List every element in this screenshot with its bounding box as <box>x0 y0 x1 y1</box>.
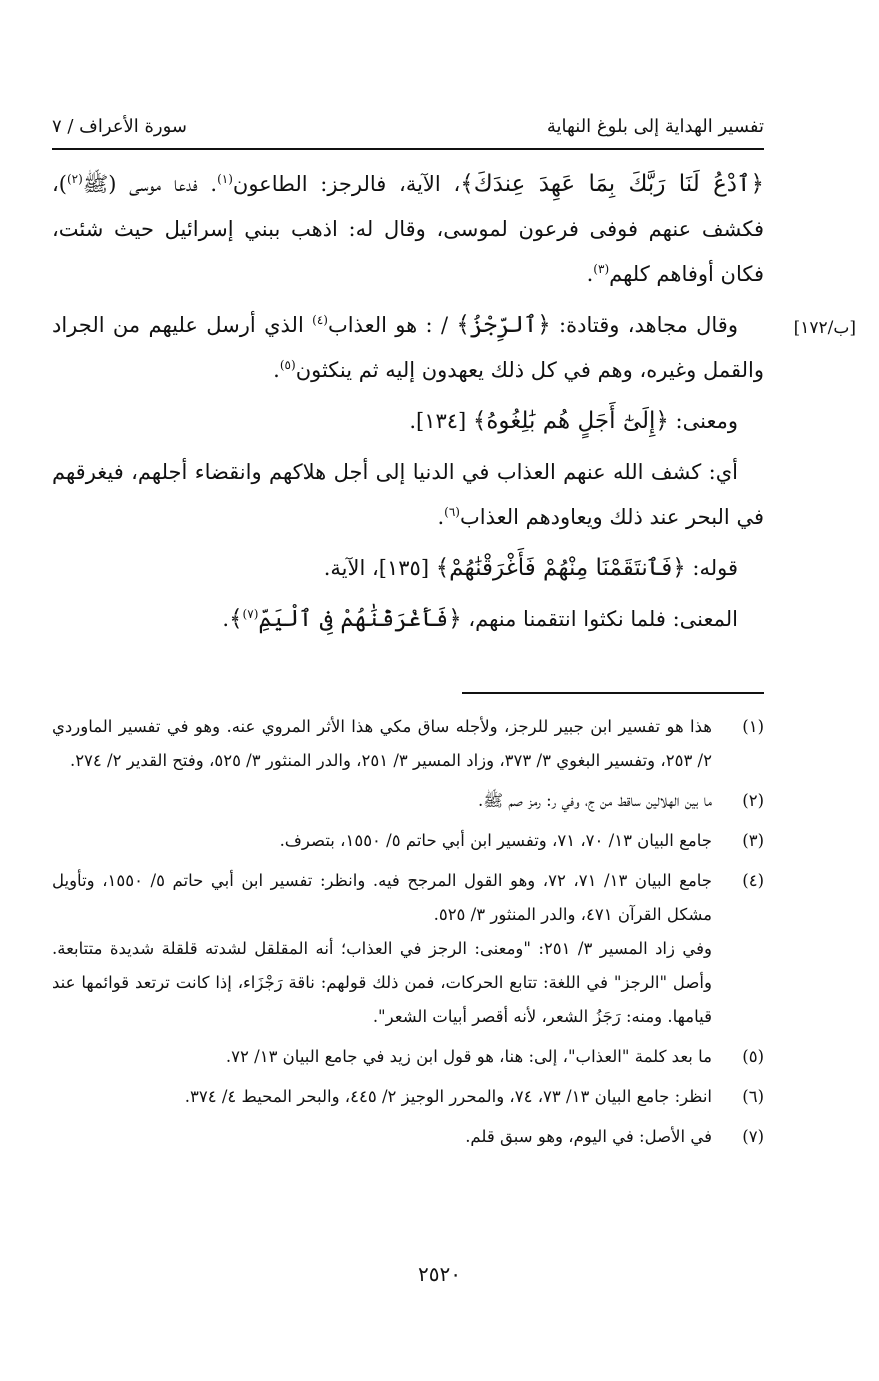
text-run: ومعنى: <box>668 409 738 433</box>
footnote-5 <box>52 1040 764 1074</box>
text-run: أي: كشف الله عنهم العذاب في الدنيا إلى أجل هلاكهم وانقضاء أجلهم، فيغرقهم في البحر عند ذلك ويعاودهم العذاب <box>52 460 764 529</box>
page-number: ٢٥٢٠ <box>418 1262 461 1286</box>
footnote-text: ما بعد كلمة "العذاب"، إلى: هنا، هو قول ابن زيد في جامع البيان ١٣/ ٧٢. <box>225 1047 712 1066</box>
footnote-number: (٢) <box>742 791 764 810</box>
book-title: تفسير الهداية إلى بلوغ النهاية <box>546 115 764 137</box>
text-run: . <box>222 607 230 631</box>
footnote-ref[interactable]: (٧) <box>242 607 259 621</box>
quran-verse: ﴿فَٱنتَقَمْنَا مِنْهُمْ فَأَغْرَقْنَٰهُمْ﴾ <box>435 555 686 581</box>
footnote-text: في الأصل: في اليوم، وهو سبق قلم. <box>465 1127 712 1146</box>
header-rule <box>52 148 764 150</box>
text-run: . <box>437 505 445 529</box>
footnotes <box>52 710 764 1154</box>
footnote-text: انظر: جامع البيان ١٣/ ٧٣، ٧٤، والمحرر الوجيز ٢/ ٤٤٥، والبحر المحيط ٤/ ٣٧٤. <box>184 1087 712 1106</box>
footnote-ref[interactable]: (٣) <box>593 262 610 276</box>
quran-verse: ﴿ٱلرِّجْزُ﴾ <box>456 312 551 338</box>
quran-verse: ﴿فَأَغْرَقْنَٰهُمْ فِى ٱلْيَمِّ <box>258 606 462 632</box>
manuscript-folio-marker: [ب/١٧٢] <box>793 318 856 338</box>
footnote-number: (٦) <box>742 1087 764 1106</box>
footnote-number: (٣) <box>742 831 764 850</box>
text-run: )، فكشف عنهم فوفى فرعون لموسى، وقال له: اذهب ببني إسرائيل حيث شئت، فكان أوفاهم كلهم <box>52 172 764 286</box>
paragraph-6 <box>52 597 764 642</box>
footnote-1 <box>52 710 764 778</box>
footnote-number: (٤) <box>742 871 764 890</box>
text-run: الذي أرسل عليهم من الجراد والقمل وغيره، وهم في كل ذلك يعهدون إليه ثم ينكثون <box>52 313 764 382</box>
text-run: . <box>586 262 594 286</box>
footnote-ref[interactable]: (١) <box>217 172 233 186</box>
paragraph-1 <box>52 162 764 297</box>
paragraph-5 <box>52 546 764 591</box>
footnote-text: جامع البيان ١٣/ ٧٠، ٧١، وتفسير ابن أبي حاتم ٥/ ١٥٥٠، بتصرف. <box>279 831 712 850</box>
surah-title: سورة الأعراف / ٧ <box>52 115 188 137</box>
footnote-text: جامع البيان ١٣/ ٧١، ٧٢، وهو القول المرجح فيه. وانظر: تفسير ابن أبي حاتم ٥/ ١٥٥٠، وتأويل مشكل القرآن ٤٧١، والدر المنثور ٣/ ٥٢٥. <box>52 871 713 924</box>
text-run: / : هو العذاب <box>327 313 457 337</box>
footnote-6 <box>52 1080 764 1114</box>
footnote-separator <box>462 692 764 694</box>
quran-verse: ﴿إِلَىٰٓ أَجَلٍ هُم بَٰلِغُوهُ﴾ <box>472 408 669 434</box>
footnote-7 <box>52 1120 764 1154</box>
quran-verse-end: ﴾ <box>229 606 243 632</box>
footnote-number: (٧) <box>742 1127 764 1146</box>
footnote-3 <box>52 824 764 858</box>
paragraph-2 <box>52 303 764 393</box>
text-run: وقال مجاهد، وقتادة: <box>550 313 738 337</box>
paragraph-3 <box>52 399 764 444</box>
text-run: . فدعا موسى ( <box>108 172 218 196</box>
footnote-4 <box>52 864 764 1034</box>
paragraph-4 <box>52 450 764 540</box>
footnote-2 <box>52 784 764 818</box>
footnote-ref[interactable]: (٥) <box>279 358 296 372</box>
footnote-ref[interactable]: (٤) <box>312 313 328 327</box>
text-run: . <box>273 358 280 382</box>
text-run: قوله: <box>685 556 738 580</box>
footnote-text: هذا هو تفسير ابن جبير للرجز، ولأجله ساق مكي هذا الأثر المروي عنه. وهو في تفسير الماوردي ٢/ ٢٥٣، وتفسير البغوي ٣/ ٣٧٣، وزاد المسير ٣/ ٢٥١، والدر المنثور ٣/ ٥٢٥، وفتح القدير ٢/ ٢٧٤. <box>52 717 712 770</box>
footnote-text-continued: وفي زاد المسير ٣/ ٢٥١: "ومعنى: الرجز في العذاب؛ أنه المقلقل لشدته قلقلة شديدة متتابعة. وأصل "الرجز" في اللغة: تتابع الحركات، فمن ذلك قولهم: ناقة رَجْزَاء، إذا كانت ترتعد قوائمها عند قيامها. ومنه: رَجَزُ الشعر، لأنه أقصر أبيات الشعر". <box>52 939 712 1026</box>
text-run: ، الآية، فالرجز: الطاعون <box>232 172 461 196</box>
footnote-ref[interactable]: (٦) <box>444 505 460 519</box>
quran-verse: ﴿ٱدْعُ لَنَا رَبَّكَ بِمَا عَهِدَ عِندَكَ﴾ <box>460 171 764 197</box>
footnote-ref[interactable]: (٢) <box>66 172 83 186</box>
text-run: [١٣٤]. <box>409 409 473 433</box>
running-header <box>52 108 764 144</box>
text-run: [١٣٥]، الآية. <box>323 556 436 580</box>
salla-glyph: ﷺ <box>82 172 109 196</box>
main-text <box>52 162 764 642</box>
footnote-number: (٥) <box>742 1047 764 1066</box>
footnote-number: (١) <box>742 717 764 736</box>
footnote-text: ما بين الهلالين ساقط من ج، وفي ر: رمز صم ﷺ. <box>477 791 712 810</box>
text-run: المعنى: فلما نكثوا انتقمنا منهم، <box>461 607 738 631</box>
